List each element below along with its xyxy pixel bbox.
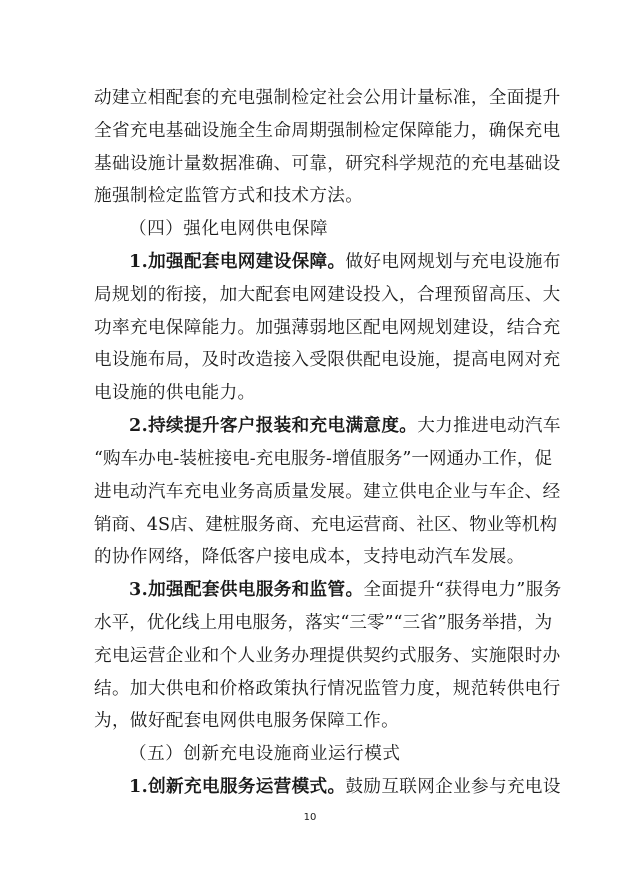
section-heading: （四）强化电网供电保障 bbox=[129, 219, 329, 239]
body-line: 结。加大供电和价格政策执行情况监管力度，规范转供电行 bbox=[94, 679, 561, 699]
item-title: 1.加强配套电网建设保障。 bbox=[129, 251, 346, 272]
body-line bbox=[129, 251, 561, 272]
body-line: 全省充电基础设施全生命周期强制检定保障能力，确保充电 bbox=[94, 121, 561, 141]
item-text: 全面提升“获得电力”服务 bbox=[363, 580, 562, 600]
section-heading: （五）创新充电设施商业运行模式 bbox=[129, 744, 401, 764]
body-line: 电设施的供电能力。 bbox=[94, 383, 256, 403]
body-line bbox=[129, 579, 562, 600]
body-line: “购车办电-装桩接电-充电服务-增值服务”一网通办工作，促 bbox=[94, 449, 553, 469]
body-line bbox=[129, 415, 561, 436]
item-title: 2.持续提升客户报装和充电满意度。 bbox=[129, 415, 418, 436]
body-line: 进电动汽车充电业务高质量发展。建立供电企业与车企、经 bbox=[94, 482, 561, 502]
body-line: 销商、4S店、建桩服务商、充电运营商、社区、物业等机构 bbox=[94, 515, 558, 535]
body-line: 充电运营企业和个人业务办理提供契约式服务、实施限时办 bbox=[94, 646, 561, 666]
page-number: 10 bbox=[303, 812, 317, 823]
item-title: 1.创新充电服务运营模式。 bbox=[129, 776, 346, 797]
body-line: 电设施布局，及时改造接入受限供配电设施，提高电网对充 bbox=[94, 350, 561, 370]
body-line: 基础设施计量数据准确、可靠，研究科学规范的充电基础设 bbox=[94, 154, 561, 174]
body-line: 局规划的衔接，加大配套电网建设投入，合理预留高压、大 bbox=[94, 285, 561, 305]
body-line bbox=[129, 776, 561, 797]
body-line: 的协作网络，降低客户接电成本，支持电动汽车发展。 bbox=[94, 547, 525, 567]
body-line: 水平，优化线上用电服务，落实“三零”“三省”服务举措，为 bbox=[94, 613, 553, 633]
body-line: 动建立相配套的充电强制检定社会公用计量标准，全面提升 bbox=[94, 88, 561, 108]
item-title: 3.加强配套供电服务和监管。 bbox=[129, 579, 364, 600]
item-text: 大力推进电动汽车 bbox=[417, 416, 561, 436]
item-text: 做好电网规划与充电设施布 bbox=[345, 252, 561, 272]
body-line: 施强制检定监管方式和技术方法。 bbox=[94, 186, 364, 206]
body-line: 为，做好配套电网供电服务保障工作。 bbox=[94, 711, 400, 731]
body-line: 功率充电保障能力。加强薄弱地区配电网规划建设，结合充 bbox=[94, 318, 561, 338]
item-text: 鼓励互联网企业参与充电设 bbox=[345, 777, 561, 797]
